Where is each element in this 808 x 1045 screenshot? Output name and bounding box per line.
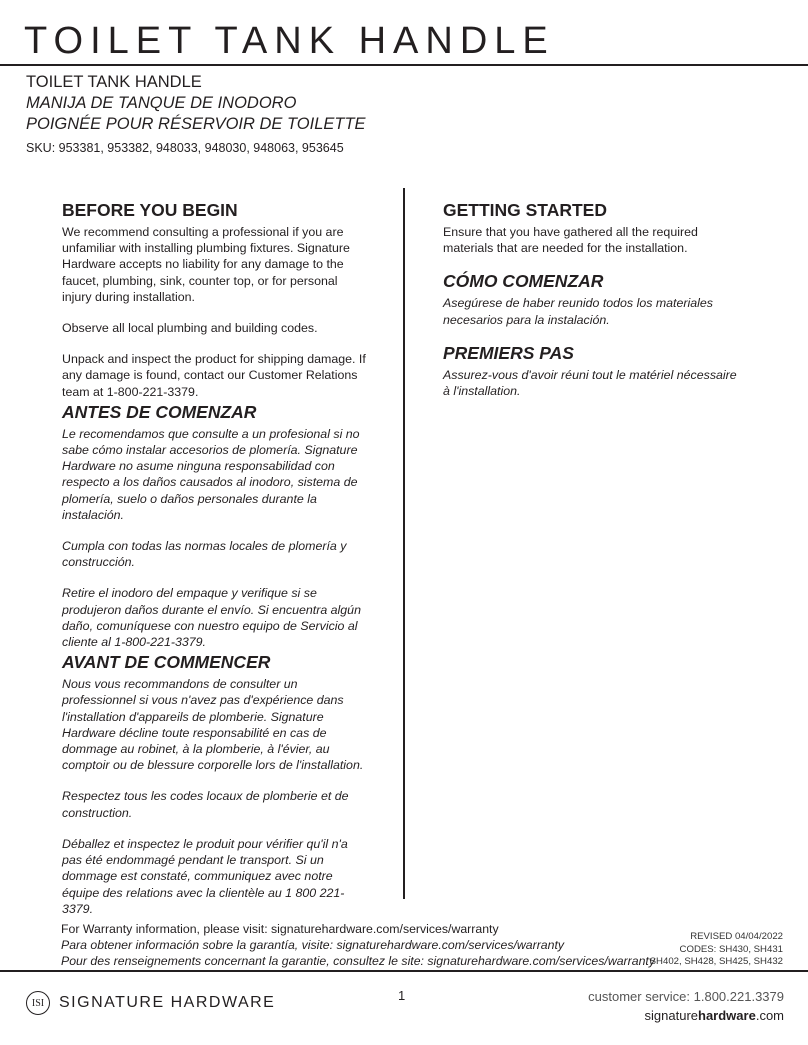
column-divider xyxy=(403,188,405,899)
warranty-french: Pour des renseignements concernant la garantie, consultez le site: signaturehardware.com/services/warranty xyxy=(61,954,655,969)
before-you-begin-column xyxy=(62,199,367,917)
customer-service-phone: 1.800.221.3379 xyxy=(693,989,784,1004)
warranty-spanish: Para obtener información sobre la garantía, visite: signaturehardware.com/services/warranty xyxy=(61,938,565,953)
title-english: TOILET TANK HANDLE xyxy=(26,73,202,91)
codes-line-1: CODES: SH430, SH431 xyxy=(679,943,783,955)
subtitle-block xyxy=(26,72,366,159)
como-comenzar-heading: CÓMO COMENZAR xyxy=(443,271,604,292)
logo-mark-icon: ISI xyxy=(26,991,50,1015)
revision-info xyxy=(650,931,783,969)
antes-paragraph: Le recomendamos que consulte a un profesional si no sabe cómo instalar accesorios de plomería. Signature Hardware no asume ninguna responsabilidad con respecto a los daños causados al inodoro, sistema de plomería, suelo o daños personales durante la instalación. xyxy=(62,426,360,522)
website-suffix: .com xyxy=(755,1008,784,1023)
como-comenzar-paragraph: Asegúrese de haber reunido todos los materiales necesarios para la instalación. xyxy=(443,296,714,327)
avant-de-commencer-heading: AVANT DE COMMENCER xyxy=(62,652,271,673)
inspect-paragraph: Unpack and inspect the product for shipping damage. If any damage is found, contact our Customer Relations team at 1-800-221-3379. xyxy=(62,352,366,399)
normas-paragraph: Cumpla con todas las normas locales de plomería y construcción. xyxy=(62,539,347,570)
avant-paragraph: Nous vous recommandons de consulter un professionnel si vous n'avez pas d'expérience dans l'installation d'appareils de plomberie. Signature Hardware décline toute responsabilité en cas de dommage au robinet, à la plomberie, à l'évier, au comptoir ou de blessure corporelle lors de l'installation. xyxy=(62,677,364,773)
retire-paragraph: Retire el inodoro del empaque y verifique si se produjeron daños durante el envío. Si encuentra algún daño, comuníquese con nuestro equipo de Servicio al cliente al 1-800-221-3379. xyxy=(62,586,361,650)
page-title: TOILET TANK HANDLE xyxy=(24,20,555,62)
deballez-paragraph: Déballez et inspectez le produit pour vérifier qu'il n'a pas été endommagé pendant le transport. Si un dommage est constaté, communiquez avec notre équipe des relations avec la clientèle au 1 800 221-3379. xyxy=(62,836,348,916)
getting-started-paragraph: Ensure that you have gathered all the required materials that are needed for the installation. xyxy=(443,225,698,256)
title-spanish: MANIJA DE TANQUE DE INODORO xyxy=(26,94,297,112)
premiers-pas-paragraph: Assurez-vous d'avoir réuni tout le matériel nécessaire à l'installation. xyxy=(443,367,737,399)
sku-list: SKU: 953381, 953382, 948033, 948030, 948063, 953645 xyxy=(26,141,344,155)
brand-logo xyxy=(26,991,275,1015)
footer-divider xyxy=(0,970,808,972)
respectez-paragraph: Respectez tous les codes locaux de plomberie et de construction. xyxy=(62,789,349,820)
contact-info xyxy=(588,987,784,1025)
customer-service-line xyxy=(588,987,784,1006)
website-link[interactable] xyxy=(588,1006,784,1025)
warranty-english: For Warranty information, please visit: signaturehardware.com/services/warranty xyxy=(61,922,499,936)
title-french: POIGNÉE POUR RÉSERVOIR DE TOILETTE xyxy=(26,115,366,133)
page-number: 1 xyxy=(398,988,406,1003)
revised-date: REVISED 04/04/2022 xyxy=(690,931,783,942)
website-bold: hardware xyxy=(698,1008,756,1023)
getting-started-column xyxy=(443,199,743,399)
before-you-begin-paragraph: We recommend consulting a professional if you are unfamiliar with installing plumbing fixtures. Signature Hardware accepts no liability for any damage to the faucet, plumbing, sink, counter top, or for personal injury during installation. xyxy=(62,225,350,304)
before-you-begin-heading: BEFORE YOU BEGIN xyxy=(62,200,238,220)
title-divider xyxy=(0,64,808,66)
codes-line-2: SH402, SH428, SH425, SH432 xyxy=(649,956,783,968)
website-prefix: signature xyxy=(644,1008,699,1023)
customer-service-label: customer service: xyxy=(588,989,690,1004)
getting-started-heading: GETTING STARTED xyxy=(443,200,607,220)
premiers-pas-heading: PREMIERS PAS xyxy=(443,342,574,363)
warranty-info xyxy=(61,921,655,970)
codes-paragraph: Observe all local plumbing and building codes. xyxy=(62,321,318,336)
antes-de-comenzar-heading: ANTES DE COMENZAR xyxy=(62,401,257,422)
brand-name: SIGNATURE HARDWARE xyxy=(59,994,276,1011)
